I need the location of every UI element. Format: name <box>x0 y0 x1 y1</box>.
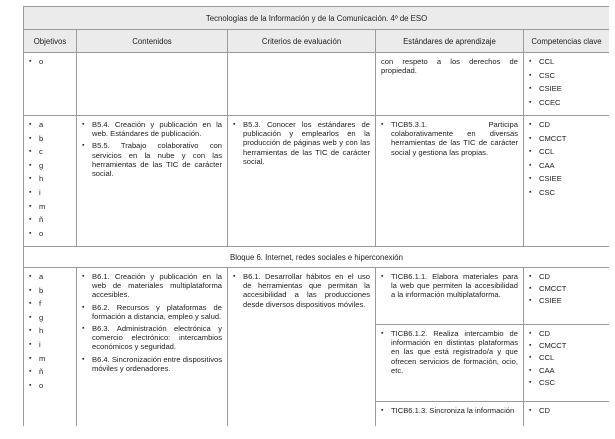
estandares-cell <box>376 402 524 427</box>
objetivos-cell <box>24 268 77 427</box>
competencia-item: ▪ CSC <box>529 378 604 387</box>
objetivo-item: ▪ o <box>29 57 71 66</box>
table-row <box>24 116 610 247</box>
objetivo-item: ▪ ñ <box>29 367 71 376</box>
contenido-item: ▪ B5.4. Creación y publicación en la web. Estándares de publicación. <box>82 120 222 138</box>
competencia-item: ▪ CCEC <box>529 98 604 107</box>
competencia-item: ▪ CMCCT <box>529 341 604 350</box>
objetivos-cell <box>24 116 77 247</box>
competencia-item: ▪ CAA <box>529 161 604 170</box>
competencias-cell <box>524 268 610 325</box>
block-heading: Bloque 6. Internet, redes sociales e hiperconexión <box>24 247 610 268</box>
estandar-item: ▪ TICB5.3.1. Participa colaborativamente en diversas herramientas de las TIC de carácter social y gestiona las propias. <box>381 120 518 157</box>
objetivo-item: ▪ b <box>29 286 71 295</box>
criterios-cell <box>228 53 376 116</box>
contenido-item: ▪ B6.1. Creación y publicación en la web de materiales multiplataforma accesibles. <box>82 272 222 300</box>
competencias-cell <box>524 325 610 402</box>
objetivo-item: ▪ i <box>29 340 71 349</box>
table-row <box>24 53 610 116</box>
objetivo-item: ▪ i <box>29 188 71 197</box>
competencias-list <box>529 329 604 387</box>
competencia-item: ▪ CD <box>529 329 604 338</box>
estandar-text: con respeto a los derechos de propiedad. <box>381 57 518 76</box>
objetivo-item: ▪ ñ <box>29 215 71 224</box>
estandares-cell <box>376 116 524 247</box>
contenidos-cell <box>77 53 228 116</box>
objetivo-item: ▪ o <box>29 229 71 238</box>
competencia-item: ▪ CSC <box>529 71 604 80</box>
competencia-item: ▪ CSIEE <box>529 84 604 93</box>
objetivo-item: ▪ c <box>29 147 71 156</box>
competencia-item: ▪ CMCCT <box>529 134 604 143</box>
criterios-cell <box>228 268 376 427</box>
competencia-item: ▪ CD <box>529 272 604 281</box>
objetivo-item: ▪ b <box>29 134 71 143</box>
objetivo-item: ▪ m <box>29 202 71 211</box>
objetivo-item: ▪ h <box>29 326 71 335</box>
competencia-item: ▪ CD <box>529 120 604 129</box>
table-title: Tecnologías de la Información y de la Comunicación. 4º de ESO <box>24 7 610 30</box>
contenidos-cell <box>77 116 228 247</box>
competencias-list <box>529 272 604 306</box>
objetivo-item: ▪ a <box>29 120 71 129</box>
objetivos-list <box>29 57 71 66</box>
contenido-item: ▪ B6.3. Administración electrónica y comercio electrónico: intercambios económicos y seguridad. <box>82 324 222 352</box>
estandares-cell <box>376 325 524 402</box>
objetivo-item: ▪ g <box>29 161 71 170</box>
contenido-item: ▪ B6.4. Sincronización entre dispositivos móviles y ordenadores. <box>82 355 222 373</box>
objetivos-list <box>29 272 71 390</box>
curriculum-table <box>23 6 609 426</box>
estandar-item: ▪ TICB6.1.3. Sincroniza la información <box>381 406 518 415</box>
competencia-item: ▪ CCL <box>529 147 604 156</box>
objetivo-item: ▪ f <box>29 299 71 308</box>
competencia-item: ▪ CAA <box>529 366 604 375</box>
objetivo-item: ▪ m <box>29 354 71 363</box>
objetivo-item: ▪ g <box>29 313 71 322</box>
objetivos-cell <box>24 53 77 116</box>
competencia-item: ▪ CMCCT <box>529 284 604 293</box>
contenido-item: ▪ B5.5. Trabajo colaborativo con servicios en la nube y con las herramientas de las TIC de carácter social. <box>82 141 222 178</box>
objetivo-item: ▪ h <box>29 174 71 183</box>
competencia-item: ▪ CSIEE <box>529 296 604 305</box>
estandares-cell <box>376 53 524 116</box>
competencias-cell <box>524 53 610 116</box>
objetivos-list <box>29 120 71 238</box>
estandar-item: ▪ TICB6.1.1. Elabora materiales para la web que permiten la accesibilidad a la información multiplataforma. <box>381 272 518 300</box>
estandares-cell <box>376 268 524 325</box>
competencias-cell <box>524 116 610 247</box>
header-criterios: Criterios de evaluación <box>228 30 376 53</box>
criterio-item: ▪ B5.3. Conocer los estándares de publicación y emplearlos en la producción de páginas web y con las herramientas de las TIC de carácter social. <box>233 120 370 166</box>
competencias-list <box>529 406 604 415</box>
header-estandares: Estándares de aprendizaje <box>376 30 524 53</box>
header-contenidos: Contenidos <box>77 30 228 53</box>
competencias-cell <box>524 402 610 427</box>
objetivo-item: ▪ a <box>29 272 71 281</box>
competencias-list <box>529 120 604 197</box>
criterios-cell <box>228 116 376 247</box>
criterio-item: ▪ B6.1. Desarrollar hábitos en el uso de herramientas que permitan la accesibilidad a las producciones desde diversos dispositivos móviles. <box>233 272 370 309</box>
competencia-item: ▪ CD <box>529 406 604 415</box>
curriculum-table-sheet <box>23 6 609 426</box>
objetivo-item: ▪ o <box>29 381 71 390</box>
competencias-list <box>529 57 604 107</box>
estandar-item: ▪ TICB6.1.2. Realiza intercambio de información en distintas plataformas en las que está registrado/a y que ofrecen servicios de formación, ocio, etc. <box>381 329 518 375</box>
competencia-item: ▪ CCL <box>529 57 604 66</box>
header-objetivos: Objetivos <box>24 30 77 53</box>
contenidos-cell <box>77 268 228 427</box>
competencia-item: ▪ CCL <box>529 353 604 362</box>
competencia-item: ▪ CSC <box>529 188 604 197</box>
header-competencias: Competencias clave <box>524 30 610 53</box>
table-row <box>24 268 610 325</box>
competencia-item: ▪ CSIEE <box>529 174 604 183</box>
contenido-item: ▪ B6.2. Recursos y plataformas de formación a distancia, empleo y salud. <box>82 303 222 321</box>
